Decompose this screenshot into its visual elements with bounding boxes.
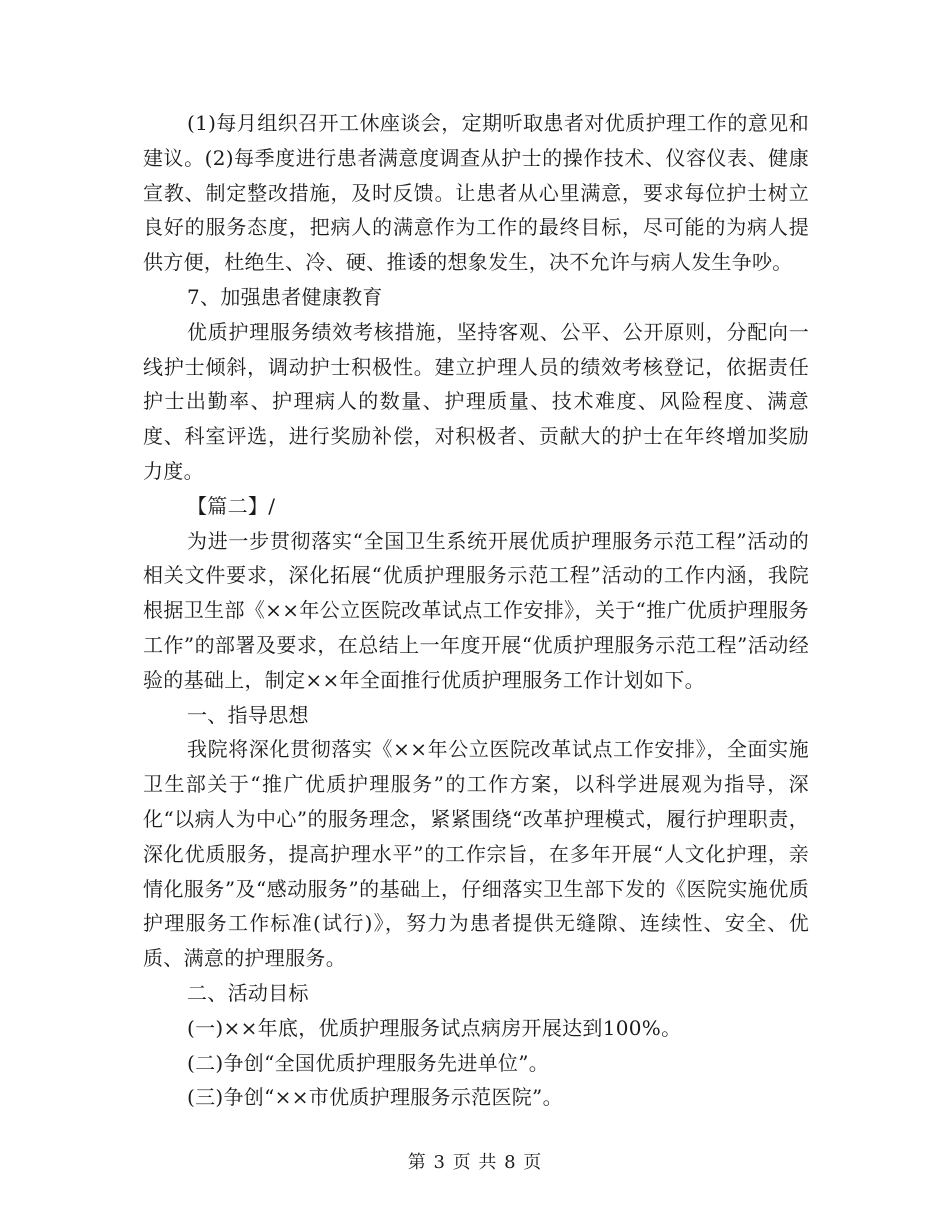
paragraph-introduction: 为进一步贯彻落实“全国卫生系统开展优质护理服务示范工程”活动的相关文件要求，深化拓展“优质护理服务示范工程”活动的工作内涵，我院根据卫生部《××年公立医院改革试点工作安排》，关于“推广优质护理服务工作”的部署及要求，在总结上一年度开展“优质护理服务示范工程”活动经验的基础上，制定××年全面推行优质护理服务工作计划如下。 (143, 528, 809, 692)
paragraph-feedback-measures: (1)每月组织召开工休座谈会，定期听取患者对优质护理工作的意见和建议。(2)每季度进行患者满意度调查从护士的操作技术、仪容仪表、健康宣教、制定整改措施，及时反馈。让患者从心里满意，要求每位护士树立良好的服务态度，把病人的满意作为工作的最终目标，尽可能的为病人提供方便，杜绝生、冷、硬、推诿的想象发生，决不允许与病人发生争吵。 (143, 111, 809, 275)
goal-item-2: (二)争创“全国优质护理服务先进单位”。 (187, 1050, 550, 1075)
paragraph-guiding-ideology: 我院将深化贯彻落实《××年公立医院改革试点工作安排》，全面实施卫生部关于“推广优质护理服务”的工作方案，以科学进展观为指导，深化“以病人为中心”的服务理念，紧紧围绕“改革护理模式，履行护理职责，深化优质服务，提高护理水平”的工作宗旨，在多年开展“人文化护理，亲情化服务”及“感动服务”的基础上，仔细落实卫生部下发的《医院实施优质护理服务工作标准(试行)》，努力为患者提供无缝隙、连续性、安全、优质、满意的护理服务。 (143, 737, 809, 971)
heading-health-education: 7、加强患者健康教育 (187, 284, 383, 309)
paragraph-performance-assessment: 优质护理服务绩效考核措施，坚持客观、公平、公开原则，分配向一线护士倾斜，调动护士积极性。建立护理人员的绩效考核登记，依据责任护士出勤率、护理病人的数量、护理质量、技术难度、风险程度、满意度、科室评选，进行奖励补偿，对积极者、贡献大的护士在年终增加奖励力度。 (143, 319, 809, 483)
heading-part-two: 【篇二】/ (187, 493, 276, 518)
heading-guiding-ideology: 一、指导思想 (187, 702, 309, 727)
page-number: 第 3 页 共 8 页 (407, 1152, 543, 1173)
document-body (143, 106, 809, 1115)
goal-item-3: (三)争创“××市优质护理服务示范医院”。 (187, 1085, 563, 1110)
goal-item-1: (一)××年底，优质护理服务试点病房开展达到100%。 (187, 1015, 682, 1040)
heading-activity-goals: 二、活动目标 (187, 980, 309, 1005)
page-footer (0, 1148, 950, 1174)
